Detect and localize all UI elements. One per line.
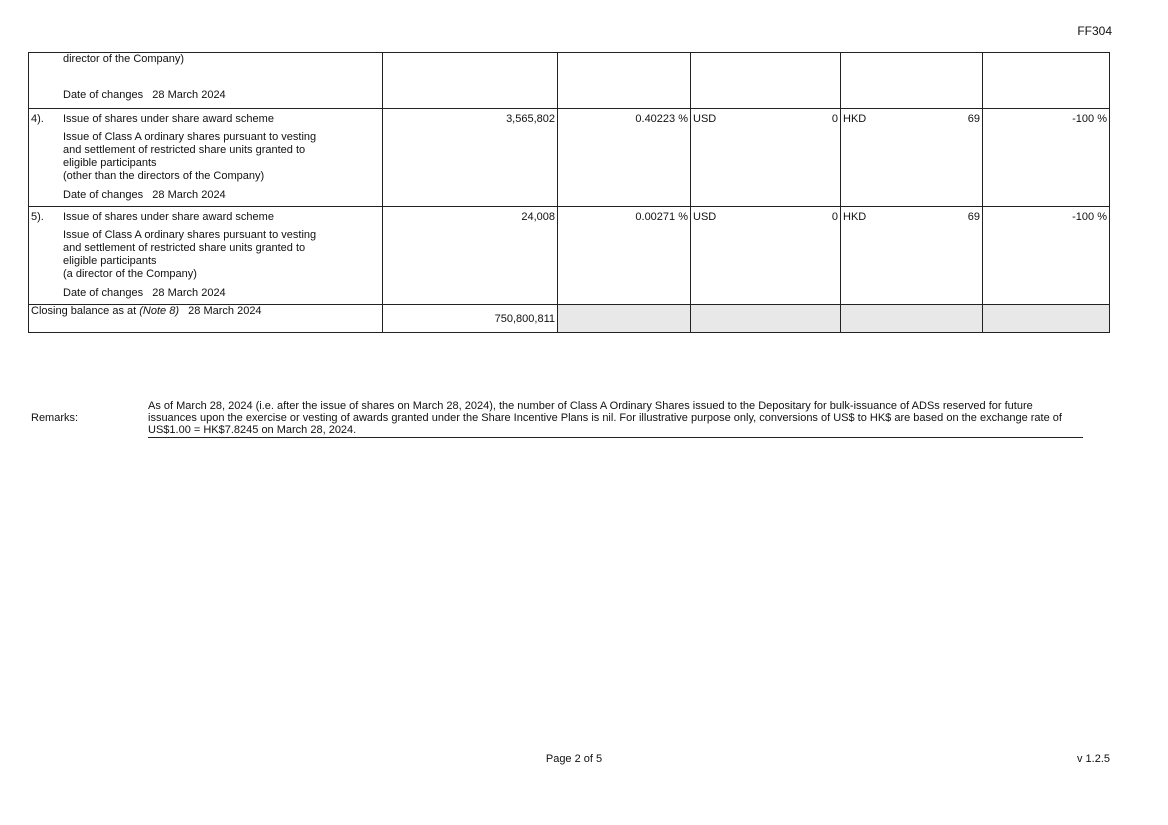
detail-line: Issue of Class A ordinary shares pursuant to vesting (63, 131, 317, 143)
date-of-changes: Date of changes 28 March 2024 (63, 189, 226, 201)
detail-line: eligible participants (63, 157, 157, 169)
version-label: v 1.2.5 (1076, 753, 1110, 765)
share-movement-table (28, 52, 1110, 333)
row-title: Issue of shares under share award scheme (63, 113, 274, 125)
percent-cell: 0.40223 % (558, 109, 691, 207)
currency-label: HKD (843, 211, 867, 223)
page-number: Page 2 of 5 (545, 753, 603, 765)
note-reference: (Note 8) (139, 305, 179, 317)
usd-price-cell (691, 109, 841, 207)
row-description (29, 207, 383, 305)
form-code: FF304 (1077, 24, 1112, 38)
detail-line: Issue of Class A ordinary shares pursuant to vesting (63, 229, 317, 241)
amount: 69 (967, 113, 980, 125)
amount: 0 (831, 211, 838, 223)
hkd-price-cell (841, 109, 983, 207)
closing-balance-row (29, 305, 1110, 333)
change-cell: -100 % (983, 109, 1110, 207)
row-description (29, 109, 383, 207)
currency-label: USD (693, 211, 717, 223)
continuation-text: director of the Company) (63, 53, 185, 65)
percent-cell: 0.00271 % (558, 207, 691, 305)
detail-line: (a director of the Company) (63, 268, 197, 280)
amount: 0 (831, 113, 838, 125)
detail-line: eligible participants (63, 255, 157, 267)
remarks-text: As of March 28, 2024 (i.e. after the issue of shares on March 28, 2024), the number of Class A Ordinary Shares issued to the Depositary for bulk-issuance of ADSs reserved for future issuances upon the exercise or vesting of awards granted under the Share Incentive Plans is nil. For illustrative purpose only, conversions of US$ to HK$ are based on the exchange rate of US$1.00 = HK$7.8245 on March 28, 2024. (148, 400, 1083, 438)
usd-price-cell (691, 207, 841, 305)
remarks-label: Remarks: (31, 412, 79, 424)
change-cell: -100 % (983, 207, 1110, 305)
amount: 69 (967, 211, 980, 223)
date-of-changes: Date of changes 28 March 2024 (63, 287, 226, 299)
row-title: Issue of shares under share award scheme (63, 211, 274, 223)
closing-balance-label: Closing balance as at (Note 8) 28 March 2024 (29, 305, 383, 333)
row-number: 4). (31, 113, 44, 125)
detail-line: and settlement of restricted share units granted to (63, 242, 306, 254)
detail-line: (other than the directors of the Company) (63, 170, 265, 182)
closing-balance-value: 750,800,811 (383, 305, 558, 333)
table-row (29, 109, 1110, 207)
row-number: 5). (31, 211, 44, 223)
shares-cell: 3,565,802 (383, 109, 558, 207)
table-row (29, 207, 1110, 305)
currency-label: USD (693, 113, 717, 125)
detail-line: and settlement of restricted share units granted to (63, 144, 306, 156)
date-of-changes: Date of changes 28 March 2024 (63, 89, 226, 101)
shares-cell: 24,008 (383, 207, 558, 305)
currency-label: HKD (843, 113, 867, 125)
hkd-price-cell (841, 207, 983, 305)
table-row (29, 53, 1110, 109)
row-description (29, 53, 383, 109)
